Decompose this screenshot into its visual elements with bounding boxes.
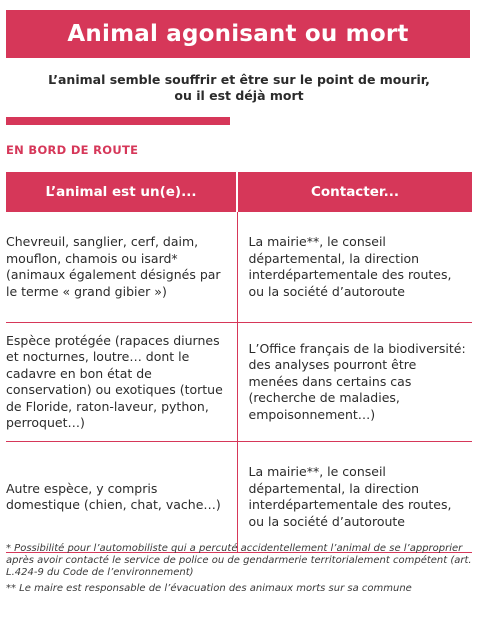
table-row [6,323,472,442]
accent-bar [6,117,230,125]
contact-cell: La mairie**, le conseil départemental, la direction interdépartementale des routes, ou la société d’autoroute [237,442,472,553]
header-animal: L’animal est un(e)... [6,172,237,212]
page-title: Animal agonisant ou mort [67,21,409,47]
header-contact: Contacter... [237,172,472,212]
table-header-row [6,172,472,212]
footnote-2: ** Le maire est responsable de l’évacuation des animaux morts sur sa commune [6,583,412,594]
section-heading: EN BORD DE ROUTE [6,143,139,157]
table-row [6,442,472,553]
contact-table [6,172,472,553]
page-subtitle: L’animal semble souffrir et être sur le point de mourir, ou il est déjà mort [48,72,430,103]
animal-cell: Autre espèce, y compris domestique (chien, chat, vache…) [6,442,237,553]
footnote-1: * Possibilité pour l’automobiliste qui a percuté accidentellement l’animal de se l’approprier après avoir contacté le service de police ou de gendarmerie territorialement compétent (art. L.424-9 du Code de l’environnement) [6,543,472,578]
footnotes [6,543,472,599]
animal-cell: Espèce protégée (rapaces diurnes et nocturnes, loutre… dont le cadavre en bon état de conservation) ou exotiques (tortue de Floride, raton-laveur, python, perroquet…) [6,323,237,442]
contact-cell: La mairie**, le conseil départemental, la direction interdépartementale des routes, ou la société d’autoroute [237,212,472,323]
animal-cell: Chevreuil, sanglier, cerf, daim, mouflon, chamois ou isard* (animaux également désignés par le terme « grand gibier ») [6,212,237,323]
contact-cell: L’Office français de la biodiversité: des analyses pourront être menées dans certains cas (recherche de maladies, empoisonnement…) [237,323,472,442]
title-banner [6,10,470,58]
table-row [6,212,472,323]
